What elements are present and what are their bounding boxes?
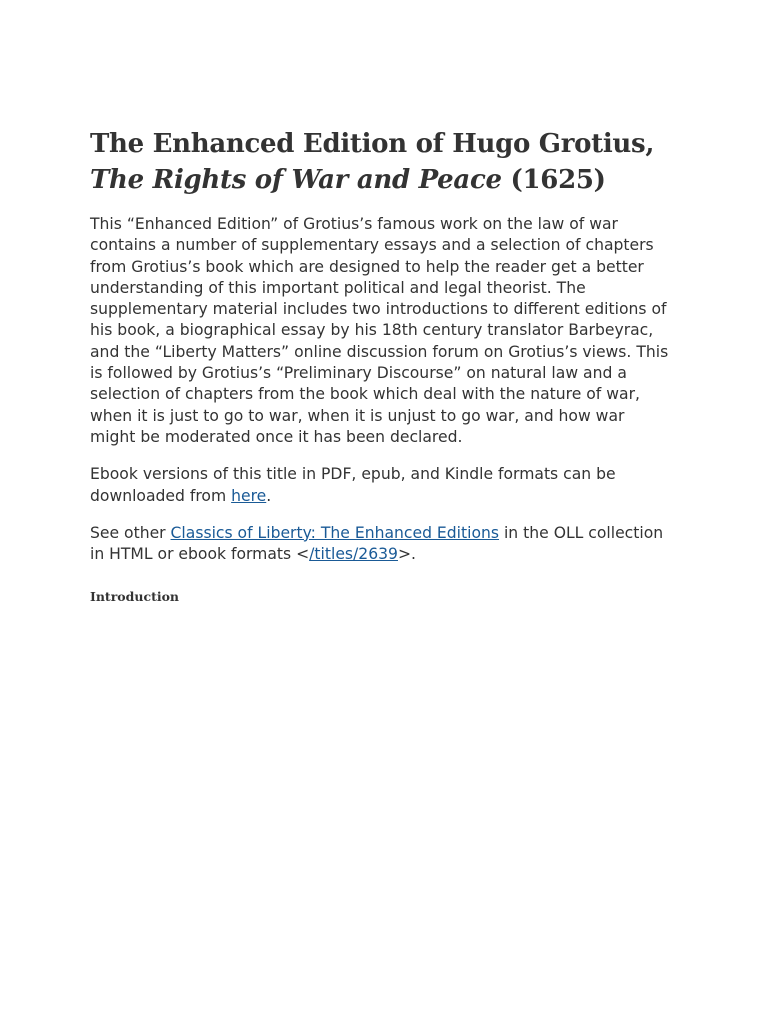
- title-prefix: The Enhanced Edition of Hugo Grotius,: [90, 129, 655, 159]
- see-other-text-after: >.: [397, 545, 417, 564]
- see-other-text-before: See other: [90, 523, 171, 542]
- section-heading-introduction: Introduction: [90, 589, 180, 605]
- title-italic: The Rights of War and Peace: [90, 165, 502, 195]
- see-other-text-middle: in the OLL collection in HTML or ebook formats <: [90, 523, 664, 564]
- intro-paragraph: This “Enhanced Edition” of Grotius’s famous work on the law of war contains a number of supplementary essays and a selection of chapters from Grotius’s book which are designed to help the reader get a better understanding of this important political and legal theorist. The supplementary material includes two introductions to different editions of his book, a biographical essay by his 18th century translator Barbeyrac, and the “Liberty Matters” online discussion forum on Grotius’s views. This is followed by Grotius’s “Preliminary Discourse” on natural law and a selection of chapters from the book which deal with the nature of war, when it is just to go to war, when it is unjust to go war, and how war might be moderated once it has been declared.: [90, 215, 669, 446]
- ebook-paragraph: [90, 464, 672, 507]
- ebook-text-before: Ebook versions of this title in PDF, epub, and Kindle formats can be downloaded from: [90, 465, 616, 505]
- ebook-text-after: .: [266, 486, 272, 505]
- see-other-paragraph: [90, 523, 672, 566]
- page-title: [90, 126, 672, 198]
- title-suffix: (1625): [501, 165, 606, 195]
- ebook-download-link[interactable]: here: [231, 486, 267, 505]
- enhanced-editions-link[interactable]: Classics of Liberty: The Enhanced Editions: [170, 523, 500, 542]
- titles-2639-link[interactable]: /titles/2639: [309, 545, 398, 564]
